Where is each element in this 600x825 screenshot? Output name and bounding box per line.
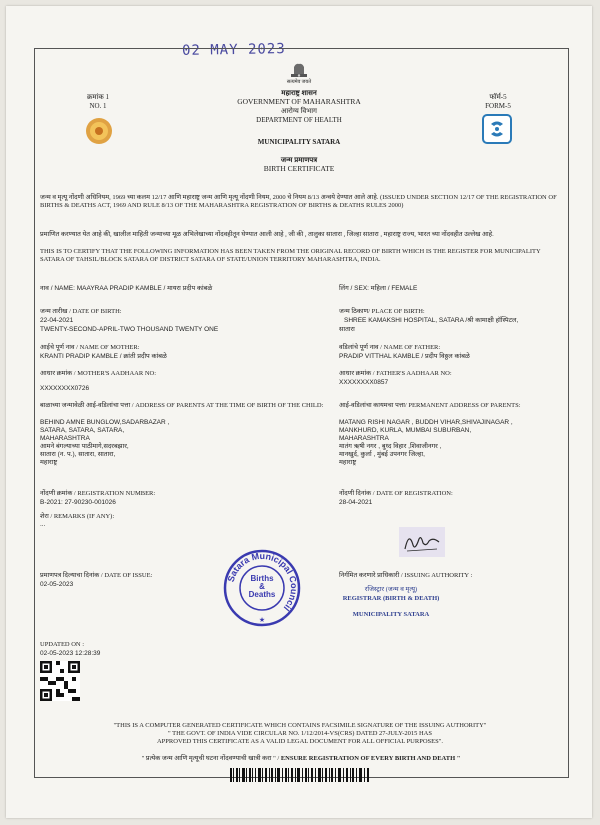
father-aadhaar-value: XXXXXXXX0857 [339,379,389,386]
received-date-stamp: 02 MAY 2023 [181,41,286,59]
seal-center-deaths: Deaths [248,590,276,599]
serial-no-marathi: क्रमांक 1 [86,93,109,101]
department-title: DEPARTMENT OF HEALTH [256,116,342,124]
pob-label: जन्म ठिकाण/ PLACE OF BIRTH: [339,308,425,315]
mother-name-label: आईचे पूर्ण नाव / NAME OF MOTHER: [40,344,140,351]
seal-center-births: Births [250,574,274,583]
issuing-authority-marathi: रजिस्ट्रार (जन्म व मृत्यू) [364,586,418,593]
registration-date-value: 28-04-2021 [339,499,373,506]
father-aadhaar-label: आधार क्रमांक / FATHER'S AADHAAR NO: [339,370,452,377]
birth-address-line-1: BEHIND AMNE BUNGLOW,SADARBAZAR , [40,419,170,426]
seal-ring-text: Satara Municipal Council [225,550,300,613]
issue-date-value: 02-05-2023 [40,581,74,588]
registration-number-label: नोंदणी क्रमांक / REGISTRATION NUMBER: [40,490,156,497]
dob-label: जन्म तारीख / DATE OF BIRTH: [40,308,122,315]
footer-slogan-marathi: " प्रत्येक जन्म आणि मृत्यूची घटना नोंदवण्याची खात्री करा " / [141,755,280,762]
issue-date-label: प्रमाणपत्र दिल्याचा दिनांक / DATE OF ISSUE: [40,572,153,579]
registration-date-label: नोंदणी दिनांक / DATE OF REGISTRATION: [339,490,453,497]
form-no: FORM-5 [485,102,511,110]
emblem-caption: सत्यमेव जयते [286,80,312,85]
seal-center-amp: & [259,582,265,591]
registrar-signature-icon [399,527,445,557]
permanent-address-line-5: मानखुर्द, कुर्ला , मुंबई उपनगर जिल्हा, [339,451,425,458]
issued-under-text [40,194,560,209]
birth-address-line-6: महाराष्ट्र [40,459,58,466]
barcode-icon [230,768,370,782]
permanent-address-line-3: MAHARASHTRA [339,435,389,442]
municipal-logo-icon [84,116,114,146]
permanent-address-line-1: MATANG RISHI NAGAR , BUDDH VIHAR,SHIVAJINAGAR , [339,419,513,426]
certificate-title-marathi: जन्म प्रमाणपत्र [280,156,318,164]
father-name-value: PRADIP VITTHAL KAMBLE / प्रदीप विठ्ठल कांबळे [339,353,470,360]
municipality-name: MUNICIPALITY SATARA [257,138,341,146]
dob-words: TWENTY-SECOND-APRIL-TWO THOUSAND TWENTY ONE [40,326,219,333]
certify-english: THIS IS TO CERTIFY THAT THE FOLLOWING INFORMATION HAS BEEN TAKEN FROM THE ORIGINAL RECORD OF BIRTH WHICH IS THE REGISTER FOR MUNICIPALITY SATARA OF TAHSIL/BLOCK SATARA OF DISTRICT SATARA OF STATE/UNION TERRITORY MAHARASHTRA, INDIA. [40,248,541,263]
form-no-marathi: फॉर्म-5 [489,93,507,101]
birth-address-line-4: आमने बंगल्याच्या पाठीमागे,सदरबझार, [40,443,129,450]
issued-under-english: (ISSUED UNDER SECTION 12/17 OF THE REGISTRATION OF BIRTHS & DEATHS ACT, 1969 AND RULE 8/13 OF THE MAHARASHTRA REGISTRATION OF BIRTHS & DEATHS RULES 2000) [40,194,557,209]
updated-on-value: 02-05-2023 12:28:39 [40,650,101,657]
serial-no: NO. 1 [89,102,107,110]
registration-number-value: B-2021: 27-90230-001026 [40,499,116,506]
footer-line-1: "THIS IS A COMPUTER GENERATED CERTIFICATE WHICH CONTAINS FACSIMILE SIGNATURE OF THE ISSUING AUTHORITY" [113,722,487,729]
certificate-page [6,6,592,818]
issuing-authority-label: निर्गमित करणारे प्राधिकारी / ISSUING AUTHORITY : [339,572,473,579]
permanent-address-label: आई-वडिलांचा कायमचा पत्ता/ PERMANENT ADDRESS OF PARENTS: [339,402,521,409]
seal-star-icon: ★ [258,616,266,624]
remarks-value: ... [40,521,46,528]
municipal-council-seal [222,548,302,628]
government-title: GOVERNMENT OF MAHARASHTRA [237,97,361,106]
department-marathi: आरोग्य विभाग [281,107,317,115]
child-name: नाव / NAME: MAAYRAA PRADIP KAMBLE / मायरा प्रदीप कांबळे [40,285,213,292]
health-dept-logo-icon [482,114,512,144]
certificate-title: BIRTH CERTIFICATE [263,164,335,173]
permanent-address-line-4: मातंग ऋषी नगर , बुध्द विहार ,शिवाजीनगर , [339,443,442,450]
footer-line-3: APPROVED THIS CERTIFICATE AS A VALID LEGAL DOCUMENT FOR ALL OFFICIAL PURPOSES". [156,738,444,745]
birth-address-line-3: MAHARASHTRA [40,435,90,442]
child-sex: लिंग / SEX: महिला / FEMALE [339,285,418,292]
issuing-authority-municipality: MUNICIPALITY SATARA [352,611,430,618]
permanent-address-line-6: महाराष्ट्र [339,459,357,466]
footer-slogan-english: ENSURE REGISTRATION OF EVERY BIRTH AND DEATH " [280,755,461,762]
permanent-address-line-2: MANKHURD, KURLA, MUMBAI SUBURBAN, [339,427,472,434]
pob-value-marathi: सातारा [339,326,355,333]
birth-address-line-5: सातारा (न. प.), सातारा, सातारा, [40,451,116,458]
issuing-authority-title: REGISTRAR (BIRTH & DEATH) [342,595,440,602]
government-marathi: महाराष्ट्र शासन [281,89,317,97]
father-name-label: वडिलांचे पूर्ण नाव / NAME OF FATHER: [339,344,441,351]
qr-code-icon[interactable] [40,661,80,701]
mother-name-value: KRANTI PRADIP KAMBLE / क्रांती प्रदीप कांबळे [40,353,167,360]
birth-address-label: बाळाच्या जन्मावेळी आई-वडिलांचा पत्ता / ADDRESS OF PARENTS AT THE TIME OF BIRTH OF THE CHILD: [40,402,324,409]
footer-slogan [66,755,536,763]
national-emblem-icon [288,61,310,79]
mother-aadhaar-label: आधार क्रमांक / MOTHER'S AADHAAR NO: [40,370,157,377]
remarks-label: शेरा / REMARKS (IF ANY): [40,513,115,520]
footer-line-2: " THE GOVT. OF INDIA VIDE CIRCULAR NO. 1/12/2014-VS(CRS) DATED 27-JULY-2015 HAS [168,730,432,737]
birth-address-line-2: SATARA, SATARA, SATARA, [40,427,125,434]
pob-value: SHREE KAMAKSHI HOSPITAL, SATARA /श्री कामाक्षी हॉस्पिटल, [344,317,519,324]
updated-on-label: UPDATED ON : [40,641,85,648]
issued-under-marathi: जन्म व मृत्यू नोंदणी अधिनियम, 1969 च्या कलम 12/17 आणि महाराष्ट्र जन्म आणि मृत्यू नोंदणी नियम, 2000 चे नियम 8/13 अन्वये देण्यात आले आहे. [40,194,379,201]
certify-marathi: प्रमाणित करण्यात येत आहे की, खालील माहिती जन्माच्या मूळ अभिलेखाच्या नोंदवहीतून घेण्यात आली आहे , जी की , तालुका सातारा , जिल्हा सातारा , महाराष्ट्र राज्य, भारत च्या नोंदवहीत उल्लेख आहे. [40,231,494,238]
dob-value: 22-04-2021 [40,317,74,324]
mother-aadhaar-value: XXXXXXXX0726 [40,385,90,392]
